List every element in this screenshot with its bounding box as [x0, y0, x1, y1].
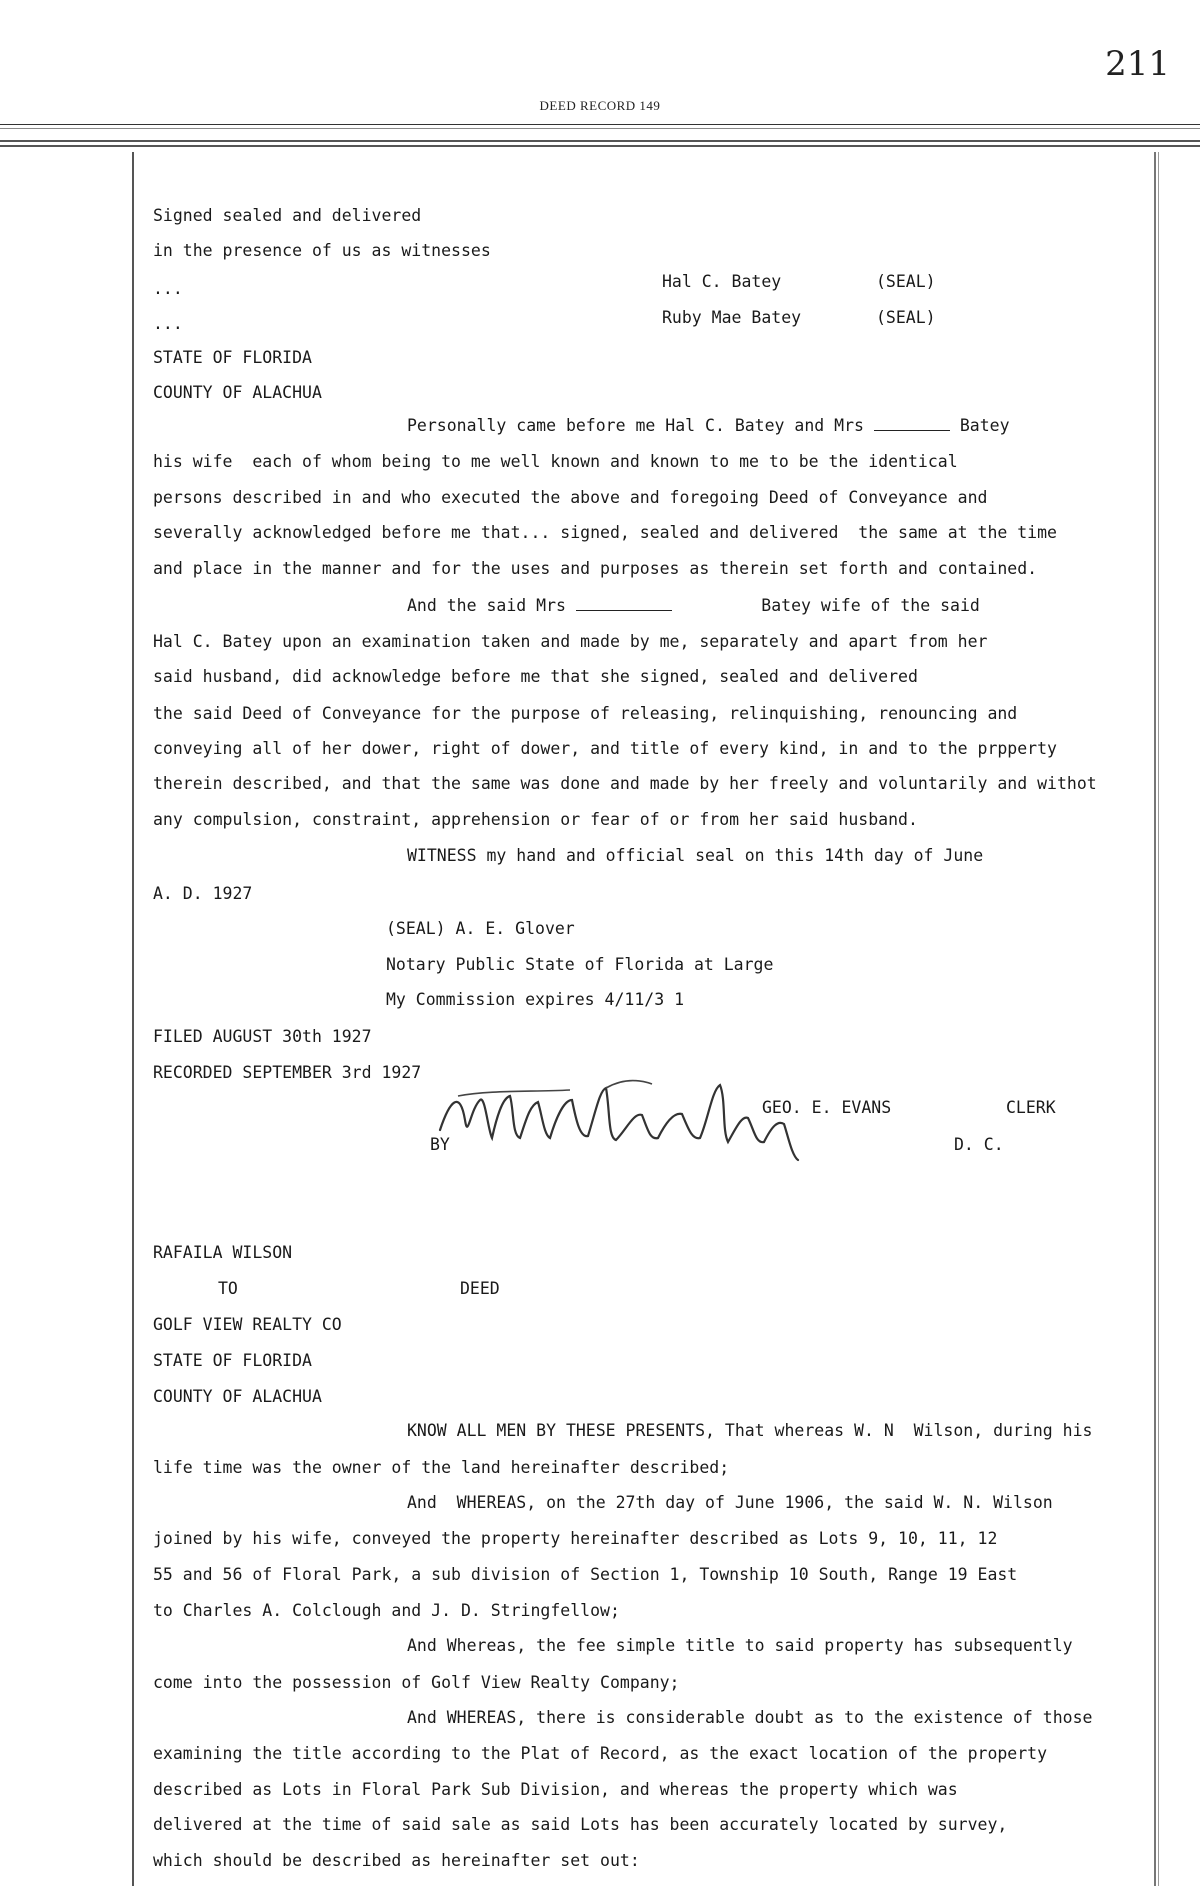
- grantor-2-seal: (SEAL): [876, 308, 936, 327]
- acknowledgment-line-5: and place in the manner and for the uses and purposes as therein set forth and contained.: [153, 559, 1038, 578]
- deed-state: STATE OF FLORIDA: [153, 1351, 312, 1370]
- recital-line-1: KNOW ALL MEN BY THESE PRESENTS, That whereas W. N Wilson, during his: [407, 1421, 1093, 1440]
- separate-exam-line-6: therein described, and that the same was done and made by her freely and voluntarily and withot: [153, 774, 1097, 793]
- grantor-1-seal: (SEAL): [876, 272, 936, 291]
- separate-exam-text-a: And the said Mrs: [407, 596, 566, 615]
- header-rule-double-1: [0, 140, 1200, 142]
- separate-exam-line-5: conveying all of her dower, right of dower, and title of every kind, in and to the prpperty: [153, 739, 1057, 758]
- grantor-2-name: Ruby Mae Batey: [662, 308, 802, 327]
- notary-title: Notary Public State of Florida at Large: [386, 955, 774, 974]
- witness-signature-2: ...: [153, 314, 183, 333]
- clerk-name: GEO. E. EVANS: [762, 1098, 892, 1117]
- recital-line-7: And Whereas, the fee simple title to said property has subsequently: [407, 1636, 1073, 1655]
- grantor-name: RAFAILA WILSON: [153, 1243, 293, 1262]
- notary-name: (SEAL) A. E. Glover: [386, 919, 575, 938]
- acknowledgment-line-2: his wife each of whom being to me well known and known to me to be the identical: [153, 452, 958, 471]
- separate-exam-line-1: [407, 596, 980, 616]
- recital-line-11: described as Lots in Floral Park Sub Division, and whereas the property which was: [153, 1780, 958, 1799]
- page-number: 211: [1105, 44, 1170, 84]
- recital-line-10: examining the title according to the Plat of Record, as the exact location of the property: [153, 1744, 1048, 1763]
- by-label: BY: [430, 1135, 450, 1154]
- page-frame-right: [1154, 152, 1156, 1886]
- page-frame-left: [132, 152, 134, 1886]
- to-label: TO: [218, 1279, 238, 1298]
- witness-line-2: in the presence of us as witnesses: [153, 241, 491, 260]
- recital-line-3: And WHEREAS, on the 27th day of June 1906, the said W. N. Wilson: [407, 1493, 1053, 1512]
- recital-line-12: delivered at the time of said sale as said Lots has been accurately located by survey,: [153, 1815, 1008, 1834]
- deputy-clerk-label: D. C.: [954, 1135, 1004, 1154]
- separate-exam-line-7: any compulsion, constraint, apprehension or fear of or from her said husband.: [153, 810, 918, 829]
- witness-seal-line: WITNESS my hand and official seal on this 14th day of June: [407, 846, 984, 865]
- separate-exam-text-b: Batey wife of the said: [761, 596, 980, 615]
- blank-field: [874, 416, 950, 431]
- document-type: DEED: [460, 1279, 500, 1298]
- acknowledgment-text-b: Batey: [959, 416, 1010, 435]
- recital-line-6: to Charles A. Colclough and J. D. Stringfellow;: [153, 1601, 620, 1620]
- acknowledgment-line-1: [407, 416, 1010, 436]
- blank-field: [576, 596, 672, 611]
- recorded-date: RECORDED SEPTEMBER 3rd 1927: [153, 1063, 422, 1082]
- acknowledgment-line-3: persons described in and who executed the above and foregoing Deed of Conveyance and: [153, 488, 988, 507]
- recital-line-5: 55 and 56 of Floral Park, a sub division of Section 1, Township 10 South, Range 19 East: [153, 1565, 1018, 1584]
- separate-exam-line-4: the said Deed of Conveyance for the purpose of releasing, relinquishing, renouncing and: [153, 704, 1018, 723]
- grantor-1-name: Hal C. Batey: [662, 272, 782, 291]
- header-rule-light: [0, 128, 1200, 129]
- record-header: DEED RECORD 149: [539, 98, 661, 113]
- county-line: COUNTY OF ALACHUA: [153, 383, 322, 402]
- acknowledgment-line-4: severally acknowledged before me that... signed, sealed and delivered the same at the time: [153, 523, 1057, 542]
- recital-line-8: come into the possession of Golf View Realty Company;: [153, 1673, 680, 1692]
- deed-county: COUNTY OF ALACHUA: [153, 1387, 322, 1406]
- recital-line-4: joined by his wife, conveyed the property hereinafter described as Lots 9, 10, 11, 12: [153, 1529, 998, 1548]
- acknowledgment-text-a: Personally came before me Hal C. Batey and Mrs: [407, 416, 864, 435]
- clerk-title: CLERK: [1006, 1098, 1056, 1117]
- state-line: STATE OF FLORIDA: [153, 348, 312, 367]
- separate-exam-line-3: said husband, did acknowledge before me that she signed, sealed and delivered: [153, 667, 918, 686]
- witness-line-1: Signed sealed and delivered: [153, 206, 422, 225]
- handwritten-signature: [430, 1060, 830, 1180]
- recital-line-9: And WHEREAS, there is considerable doubt as to the existence of those: [407, 1708, 1093, 1727]
- page-frame-right-inner: [1158, 152, 1159, 1886]
- witness-signature-1: ...: [153, 279, 183, 298]
- separate-exam-line-2: Hal C. Batey upon an examination taken and made by me, separately and apart from her: [153, 632, 988, 651]
- grantee-name: GOLF VIEW REALTY CO: [153, 1315, 342, 1334]
- header-rule: [0, 124, 1200, 125]
- recital-line-2: life time was the owner of the land hereinafter described;: [153, 1458, 730, 1477]
- recital-line-13: which should be described as hereinafter set out:: [153, 1851, 640, 1870]
- header-rule-double-2: [0, 145, 1200, 147]
- filed-date: FILED AUGUST 30th 1927: [153, 1027, 372, 1046]
- year-line: A. D. 1927: [153, 884, 253, 903]
- notary-commission: My Commission expires 4/11/3 1: [386, 990, 685, 1009]
